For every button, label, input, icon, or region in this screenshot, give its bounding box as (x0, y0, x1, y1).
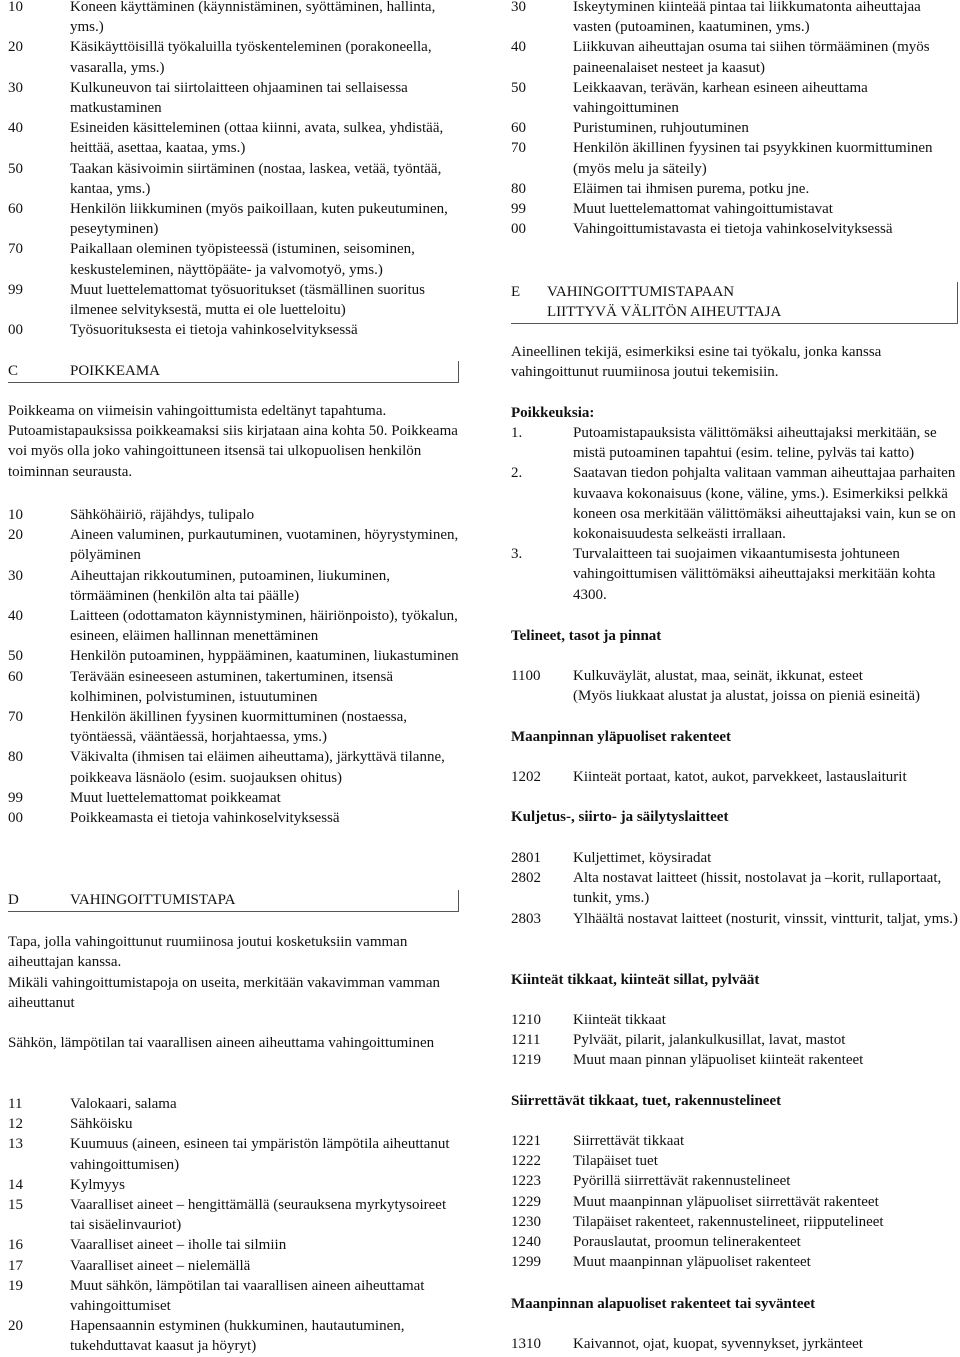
item-text: Kuljettimet, köysiradat (573, 850, 712, 866)
list-item (8, 0, 460, 37)
item-code: 16 (8, 1237, 23, 1254)
item-text: Kaivannot, ojat, kuopat, syvennykset, jyrkänteet (573, 1336, 863, 1352)
item-code: 1299 (511, 1254, 541, 1271)
list-item (8, 1316, 460, 1356)
item-code: 99 (8, 281, 23, 298)
list-item (511, 1131, 959, 1151)
item-text: Terävään esineeseen astuminen, takertuminen, itsensä kolhiminen, polvistuminen, istuutuminen (70, 668, 393, 705)
list-item (511, 767, 959, 787)
item-text: Muut maanpinnan yläpuoliset siirrettävät rakenteet (573, 1193, 879, 1210)
item-text: Muut luettelemattomat työsuoritukset (täsmällinen suoritus ilmenee selvityksestä, mutta ei ole luetteloitu) (70, 281, 425, 319)
item-code: 20 (8, 527, 23, 544)
item-text: Kuumuus (aineen, esineen tai ympäristön lämpötila aiheuttanut vahingoittumisen) (70, 1136, 450, 1173)
section-d-letter: D (8, 892, 19, 908)
item-text: Esineiden käsitteleminen (ottaa kiinni, avata, sulkea, yhdistää, heittää, asettaa, kaataa, yms.) (70, 120, 444, 157)
list-item (511, 1252, 959, 1272)
item-code: 99 (511, 201, 526, 218)
list-item (8, 808, 460, 828)
item-text: Turvalaitteen tai suojaimen vikaantumisesta johtuneen vahingoittumisen välittömäksi aiheuttajaksi merkitään kohta 4300. (573, 546, 936, 603)
item-text: Käsikäyttöisillä työkaluilla työskenteleminen (porakoneella, vasaralla, yms.) (70, 39, 432, 76)
group-5-title: Siirrettävät tikkaat, tuet, rakennustelineet (511, 1093, 782, 1109)
item-code: 13 (8, 1136, 23, 1153)
item-code: 1202 (511, 769, 541, 785)
list-item (8, 1235, 460, 1255)
section-e-title: VAHINGOITTUMISTAPAAN LIITTYVÄ VÄLITÖN AIHEUTTAJA (547, 284, 782, 321)
list-item (511, 1030, 959, 1050)
item-text: Saatavan tiedon pohjalta valitaan vamman aiheuttajaa parhaiten kuvaava kokonaisuus (kone, väline, yms.). Esimerkiksi pelkkä koneen osa merkitään välittömäksi aiheuttajaksi vain, kun se on kokonaisuudesta selkeästi irrallaan. (573, 465, 956, 543)
list-item (511, 118, 959, 138)
item-code: 2802 (511, 870, 541, 887)
group-3-list (511, 848, 959, 929)
item-text: Työsuorituksesta ei tietoja vahinkoselvityksessä (70, 322, 358, 339)
list-item (511, 179, 959, 199)
item-text: Tilapäiset tuet (573, 1153, 658, 1170)
item-code: 80 (8, 749, 23, 766)
list-item (511, 1171, 959, 1191)
group-5-list (511, 1131, 959, 1272)
list-item (8, 566, 460, 606)
item-code: 70 (511, 140, 526, 157)
item-code: 12 (8, 1116, 23, 1133)
list-item (8, 606, 460, 646)
list-item (8, 788, 460, 808)
group-4-title: Kiinteät tikkaat, kiinteät sillat, pylväät (511, 972, 760, 988)
exceptions-title: Poikkeuksia: (511, 405, 595, 421)
list-item (8, 280, 460, 320)
item-text: Hapensaannin estyminen (hukkuminen, hautautuminen, tukehduttavat kaasut ja höyryt) (70, 1318, 405, 1355)
item-code: 1210 (511, 1012, 541, 1028)
item-text: Leikkaavan, terävän, karhean esineen aiheuttama vahingoittuminen (573, 79, 868, 117)
section-d-description-1: Tapa, jolla vahingoittunut ruumiinosa joutui kosketuksiin vamman aiheuttajan kanssa. (8, 934, 408, 971)
item-code: 60 (511, 120, 526, 137)
item-code: 14 (8, 1176, 23, 1193)
item-text: Muut maan pinnan yläpuoliset kiinteät rakenteet (573, 1052, 864, 1069)
item-text: Porauslautat, proomun telinerakenteet (573, 1234, 801, 1251)
item-code: 70 (8, 709, 23, 726)
section-e-letter: E (511, 284, 521, 300)
list-item (511, 1212, 959, 1232)
item-code: 17 (8, 1257, 23, 1274)
item-text: Tilapäiset rakenteet, rakennustelineet, riipputelineet (573, 1213, 884, 1230)
list-item (8, 1195, 460, 1235)
item-code: 50 (511, 79, 526, 96)
item-text: Sähköisku (70, 1116, 133, 1133)
item-code: 30 (8, 567, 23, 584)
item-code: 30 (8, 79, 23, 96)
group-3-title: Kuljetus-, siirto- ja säilytyslaitteet (511, 809, 729, 825)
item-code: 1229 (511, 1193, 541, 1210)
item-text: Pylväät, pilarit, jalankulkusillat, lavat, mastot (573, 1032, 846, 1049)
list-item (8, 707, 460, 747)
item-text: Putoamistapauksista välittömäksi aiheuttajaksi merkitään, se mistä putoaminen tapahtui (esim. teline, pylväs tai katto) (573, 425, 937, 462)
group-6-title: Maanpinnan alapuoliset rakenteet tai syvänteet (511, 1296, 816, 1312)
section-d-description-2: Mikäli vahingoittumistapoja on useita, merkitään vakavimman vamman aiheuttanut (8, 975, 440, 1012)
group-1-list (511, 666, 959, 706)
list-item (8, 1256, 460, 1276)
d-list (8, 1094, 460, 1357)
group-2-title: Maanpinnan yläpuoliset rakenteet (511, 729, 732, 745)
item-code (511, 686, 573, 706)
list-item (511, 37, 959, 77)
item-text: Kiinteät portaat, katot, aukot, parvekkeet, lastauslaiturit (573, 769, 907, 785)
list-item (8, 1276, 460, 1316)
item-code: 1211 (511, 1032, 541, 1049)
item-code: 20 (8, 39, 23, 56)
item-text: Muut sähkön, lämpötilan tai vaarallisen aineen aiheuttamat vahingoittumiset (70, 1277, 425, 1315)
item-text: Taakan käsivoimin siirtäminen (nostaa, laskea, vetää, työntää, kantaa, yms.) (70, 160, 442, 197)
item-text: Koneen käyttäminen (käynnistäminen, syöttäminen, hallinta, yms.) (70, 0, 436, 36)
item-text: Muut luettelemattomat vahingoittumistavat (573, 201, 833, 218)
group-6-list (511, 1334, 959, 1354)
list-item (8, 1134, 460, 1174)
list-item (8, 37, 460, 77)
list-item (8, 1114, 460, 1134)
list-item (511, 0, 959, 37)
item-code: 2801 (511, 850, 541, 866)
item-code: 2. (511, 465, 523, 482)
list-item (8, 747, 460, 787)
item-text: Liikkuvan aiheuttajan osuma tai siihen törmääminen (myös paineenalaiset nesteet ja kaasut) (573, 39, 930, 76)
item-text: Henkilön putoaminen, hyppääminen, kaatuminen, liukastuminen (70, 648, 459, 665)
item-code: 60 (8, 668, 23, 685)
item-text: Kulkuneuvon tai siirtolaitteen ohjaaminen tai sellaisessa matkustaminen (70, 79, 408, 117)
group-2-list (511, 767, 959, 787)
list-item (511, 1192, 959, 1212)
section-d-header (8, 890, 459, 912)
item-code: 99 (8, 789, 23, 806)
list-item (8, 199, 460, 239)
item-code: 20 (8, 1318, 23, 1335)
item-text: Vaaralliset aineet – nielemällä (70, 1257, 251, 1274)
list-item (511, 138, 959, 178)
c-list (8, 505, 460, 828)
item-text: Väkivalta (ihmisen tai eläimen aiheuttama), järkyttävä tilanne, poikkeava läsnäolo (esim. suojauksen ohitus) (70, 749, 445, 786)
item-code: 40 (8, 608, 23, 625)
section-c-description: Poikkeama on viimeisin vahingoittumista edeltänyt tapahtuma. Putoamistapauksissa poikkeamaksi siis kirjataan aina kohta 50. Poikkeama voi myös olla joko vahingoittuneen itsensä tai ulkopuolisen henkilön toiminnan seurausta. (8, 403, 458, 480)
section-d-subheading: Sähkön, lämpötilan tai vaarallisen aineen aiheuttama vahingoittuminen (8, 1035, 435, 1051)
item-text: Muut maanpinnan yläpuoliset rakenteet (573, 1254, 811, 1271)
list-item (511, 686, 959, 706)
list-item (511, 1050, 959, 1070)
list-item (8, 525, 460, 565)
list-item (511, 1010, 959, 1030)
b-list (8, 0, 460, 340)
item-text: Siirrettävät tikkaat (573, 1133, 685, 1149)
item-text: Ylhäältä nostavat laitteet (nosturit, vinssit, vintturit, taljat, yms.) (573, 910, 958, 927)
group-1-title: Telineet, tasot ja pinnat (511, 628, 662, 644)
list-item (8, 1175, 460, 1195)
item-code: 1230 (511, 1213, 541, 1230)
item-code: 1223 (511, 1173, 541, 1190)
item-code: 2803 (511, 910, 541, 927)
item-text: (Myös liukkaat alustat ja alustat, joissa on pieniä esineitä) (573, 688, 920, 705)
list-item (8, 646, 460, 666)
item-code: 00 (8, 810, 23, 827)
item-code: 1219 (511, 1052, 541, 1069)
item-code: 1221 (511, 1133, 541, 1149)
item-text: Vaaralliset aineet – iholle tai silmiin (70, 1237, 287, 1254)
section-e-description: Aineellinen tekijä, esimerkiksi esine tai työkalu, jonka kanssa vahingoittunut ruumiinosa joutui tekemisiin. (511, 344, 882, 381)
item-code: 50 (8, 160, 23, 177)
item-code: 50 (8, 648, 23, 665)
list-item (511, 1232, 959, 1252)
item-text: Henkilön äkillinen fyysinen kuormittuminen (nostaessa, työntäessä, vääntäessä, horjahtaessa, yms.) (70, 709, 408, 746)
list-item (8, 320, 460, 340)
item-code: 11 (8, 1096, 23, 1112)
list-item (511, 666, 959, 686)
item-text: Vaaralliset aineet – hengittämällä (seurauksena myrkytysoireet tai sisäelinvauriot) (70, 1197, 447, 1234)
item-text: Valokaari, salama (70, 1096, 177, 1112)
item-code: 10 (8, 507, 23, 523)
section-c-title: POIKKEAMA (70, 363, 160, 379)
item-code: 70 (8, 241, 23, 258)
item-code: 60 (8, 201, 23, 218)
item-text: Alta nostavat laitteet (hissit, nostolavat ja –korit, rullaportaat, tunkit, yms.) (573, 870, 942, 907)
item-text: Henkilön liikkuminen (myös paikoillaan, kuten pukeutuminen, peseytyminen) (70, 201, 448, 238)
item-code: 1240 (511, 1234, 541, 1251)
list-item (8, 667, 460, 707)
list-item (8, 239, 460, 279)
list-item (511, 463, 959, 544)
list-item (8, 78, 460, 118)
list-item (511, 868, 959, 908)
item-code: 10 (8, 0, 23, 15)
item-text: Pyörillä siirrettävät rakennustelineet (573, 1173, 791, 1190)
item-code: 40 (8, 120, 23, 137)
list-item (511, 423, 959, 463)
item-text: Poikkeamasta ei tietoja vahinkoselvityksessä (70, 810, 340, 827)
item-code: 1310 (511, 1336, 541, 1352)
item-text: Vahingoittumistavasta ei tietoja vahinkoselvityksessä (573, 221, 893, 238)
item-text: Puristuminen, ruhjoutuminen (573, 120, 749, 137)
item-text: Paikallaan oleminen työpisteessä (istuminen, seisominen, keskusteleminen, näyttöpääte- ja valvomotyö, yms.) (70, 241, 415, 278)
item-text: Henkilön äkillinen fyysinen tai psyykkinen kuormittuminen (myös melu ja säteily) (573, 140, 933, 177)
list-item (8, 118, 460, 158)
item-code: 1100 (511, 668, 541, 684)
list-item (511, 544, 959, 605)
item-text: Sähköhäiriö, räjähdys, tulipalo (70, 507, 255, 523)
item-text: Eläimen tai ihmisen purema, potku jne. (573, 180, 810, 197)
item-text: Kiinteät tikkaat (573, 1012, 666, 1028)
item-text: Muut luettelemattomat poikkeamat (70, 789, 281, 806)
list-item (511, 219, 959, 239)
item-code: 19 (8, 1277, 23, 1294)
list-item (511, 199, 959, 219)
item-text: Aiheuttajan rikkoutuminen, putoaminen, liukuminen, törmääminen (henkilön alta tai päälle) (70, 567, 390, 604)
item-code: 15 (8, 1197, 23, 1214)
group-4-list (511, 1010, 959, 1071)
exceptions-list (511, 423, 959, 605)
item-code: 00 (511, 221, 526, 238)
item-text: Kylmyys (70, 1176, 126, 1193)
list-item (511, 78, 959, 118)
item-text: Aineen valuminen, purkautuminen, vuotaminen, höyrystyminen, pölyäminen (70, 527, 459, 564)
section-c-header (8, 361, 459, 383)
d-list-continued (511, 0, 959, 239)
section-e-header (511, 282, 958, 324)
section-c-letter: C (8, 363, 19, 379)
list-item (511, 909, 959, 929)
item-code: 1222 (511, 1153, 541, 1170)
item-code: 1. (511, 425, 523, 441)
item-code: 00 (8, 322, 23, 339)
list-item (8, 505, 460, 525)
list-item (8, 159, 460, 199)
list-item (511, 1151, 959, 1171)
list-item (511, 1334, 959, 1354)
item-text: Iskeytyminen kiinteää pintaa tai liikkumatonta aiheuttajaa vasten (putoaminen, kaatuminen, yms.) (573, 0, 921, 36)
item-code: 30 (511, 0, 526, 15)
item-text: Laitteen (odottamaton käynnistyminen, häiriönpoisto), työkalun, esineen, eläimen hallinnan menettäminen (70, 608, 458, 645)
item-code: 40 (511, 39, 526, 56)
item-code: 80 (511, 180, 526, 197)
item-text: Kulkuväylät, alustat, maa, seinät, ikkunat, esteet (573, 668, 863, 684)
list-item (8, 1094, 460, 1114)
list-item (511, 848, 959, 868)
section-d-title: VAHINGOITTUMISTAPA (70, 892, 236, 908)
item-code: 3. (511, 546, 523, 563)
